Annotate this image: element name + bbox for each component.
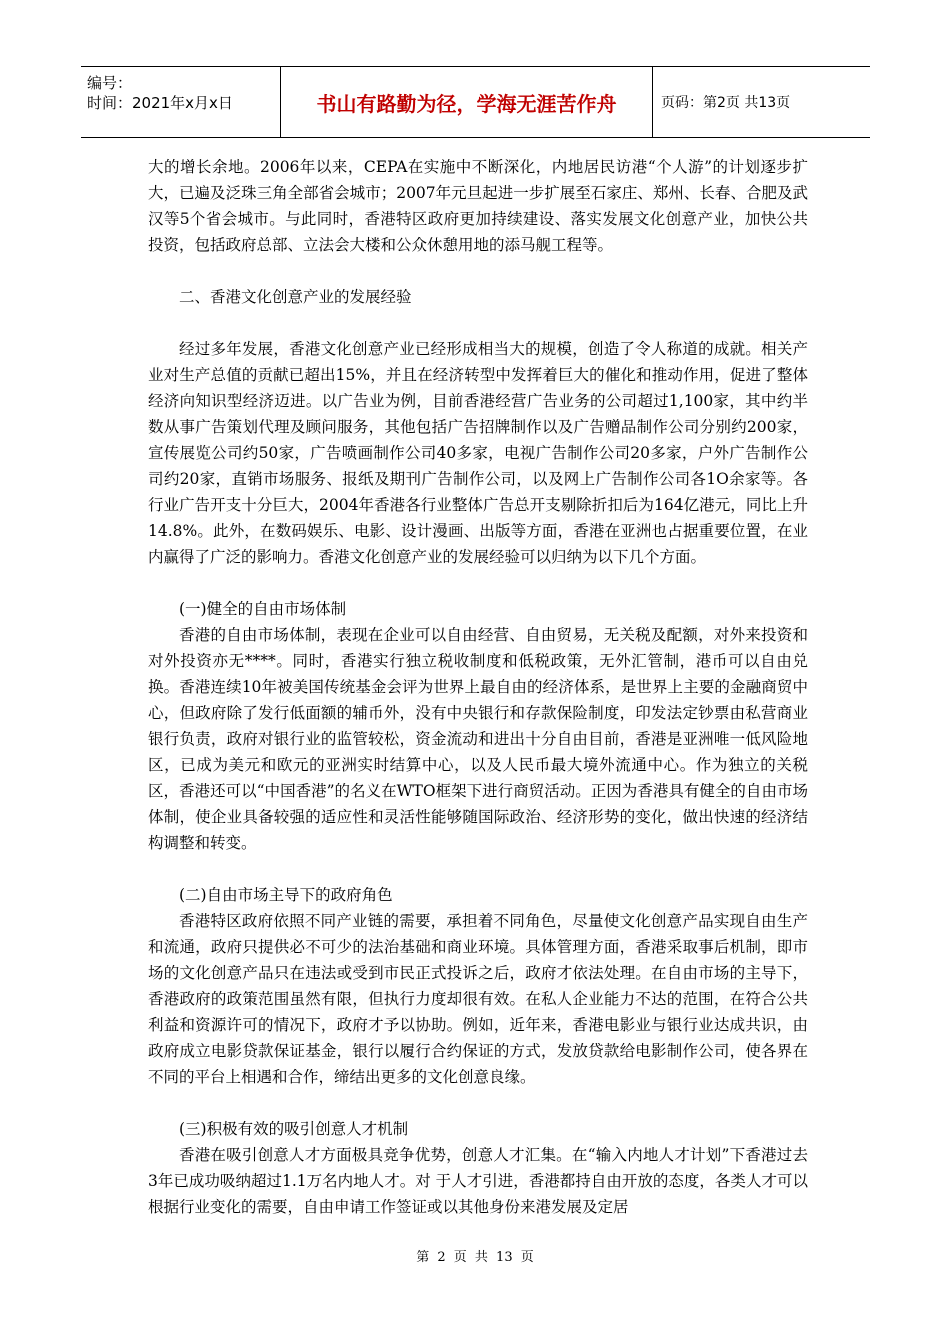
page-footer: 第 2 页 共 13 页 [416,1250,534,1265]
paragraph: 经过多年发展，香港文化创意产业已经形成相当大的规模，创造了令人称道的成就。相关产业对生产总值的贡献已超出15%，并且在经济转型中发挥着巨大的催化和推动作用，促进了整体经济向知识型经济迈进。以广告业为例，目前香港经营广告业务的公司超过1,100家，其中约半数从事广告策划代理及顾问服务，其他包括广告招牌制作以及广告赠品制作公司分别约200家，宣传展览公司约50家，广告喷画制作公司40多家，电视广告制作公司20多家，户外广告制作公司约20家，直销市场服务、报纸及期刊广告制作公司，以及网上广告制作公司各1O余家等。各行业广告开支十分巨大，2004年香港各行业整体广告总开支剔除折扣后为164亿港元，同比上升14.8%。此外，在数码娱乐、电影、设计漫画、出版等方面，香港在亚洲也占据重要位置，在业内赢得了广泛的影响力。香港文化创意产业的发展经验可以归纳为以下几个方面。 [148,340,808,566]
paragraph: 香港特区政府依照不同产业链的需要，承担着不同角色，尽量使文化创意产品实现自由生产和流通，政府只提供必不可少的法治基础和商业环境。具体管理方面，香港采取事后机制，即市场的文化创意产品只在违法或受到市民正式投诉之后，政府才依法处理。在自由市场的主导下，香港政府的政策范围虽然有限，但执行力度却很有效。在私人企业能力不达的范围，在符合公共利益和资源许可的情况下，政府才予以协助。例如，近年来，香港电影业与银行业达成共识，由政府成立电影贷款保证基金，银行以履行合约保证的方式，发放贷款给电影制作公司，使各界在不同的平台上相遇和合作，缔结出更多的文化创意良缘。 [148,912,808,1086]
page-header [81,66,870,138]
header-motto: 书山有路勤为径，学海无涯苦作舟 [281,67,653,137]
paragraph: 香港的自由市场体制，表现在企业可以自由经营、自由贸易，无关税及配额，对外来投资和对外投资亦无****。同时，香港实行独立税收制度和低税政策，无外汇管制，港币可以自由兑换。香港连续10年被美国传统基金会评为世界上最自由的经济体系，是世界上主要的金融商贸中心，但政府除了发行低面额的辅币外，没有中央银行和存款保险制度，印发法定钞票由私营商业银行负责，政府对银行业的监管较松，资金流动和进出十分自由目前，香港是亚洲唯一低风险地区，已成为美元和欧元的亚洲实时结算中心，以及人民币最大境外流通中心。作为独立的关税区，香港还可以“中国香港”的名义在WTO框架下进行商贸活动。正因为香港具有健全的自由市场体制，使企业具备较强的适应性和灵活性能够随国际政治、经济形势的变化，做出快速的经济结构调整和转变。 [148,626,808,852]
document-date: 时间：2021年x月x日 [87,94,233,112]
subsection-heading: (一)健全的自由市场体制 [179,600,347,618]
header-page-info: 页码：第2页 共13页 [661,95,791,111]
subsection-heading: (二)自由市场主导下的政府角色 [179,886,393,904]
section-heading: 二、香港文化创意产业的发展经验 [179,288,412,306]
document-body [148,154,808,1220]
paragraph: 香港在吸引创意人才方面极具竞争优势，创意人才汇集。在“输入内地人才计划”下香港过去3年已成功吸纳超过1.1万名内地人才。对 于人才引进，香港都持自由开放的态度，各类人才可以根据行业变化的需要，自由申请工作签证或以其他身份来港发展及定居 [148,1146,808,1216]
paragraph: 大的增长余地。2006年以来，CEPA在实施中不断深化，内地居民访港“个人游”的计划逐步扩大，已遍及泛珠三角全部省会城市；2007年元旦起进一步扩展至石家庄、郑州、长春、合肥及武汉等5个省会城市。与此同时，香港特区政府更加持续建设、落实发展文化创意产业，加快公共投资，包括政府总部、立法会大楼和公众休憩用地的添马舰工程等。 [148,158,808,254]
document-number-label: 编号： [87,74,133,92]
header-meta [81,67,281,137]
subsection-heading: (三)积极有效的吸引创意人才机制 [179,1120,409,1138]
